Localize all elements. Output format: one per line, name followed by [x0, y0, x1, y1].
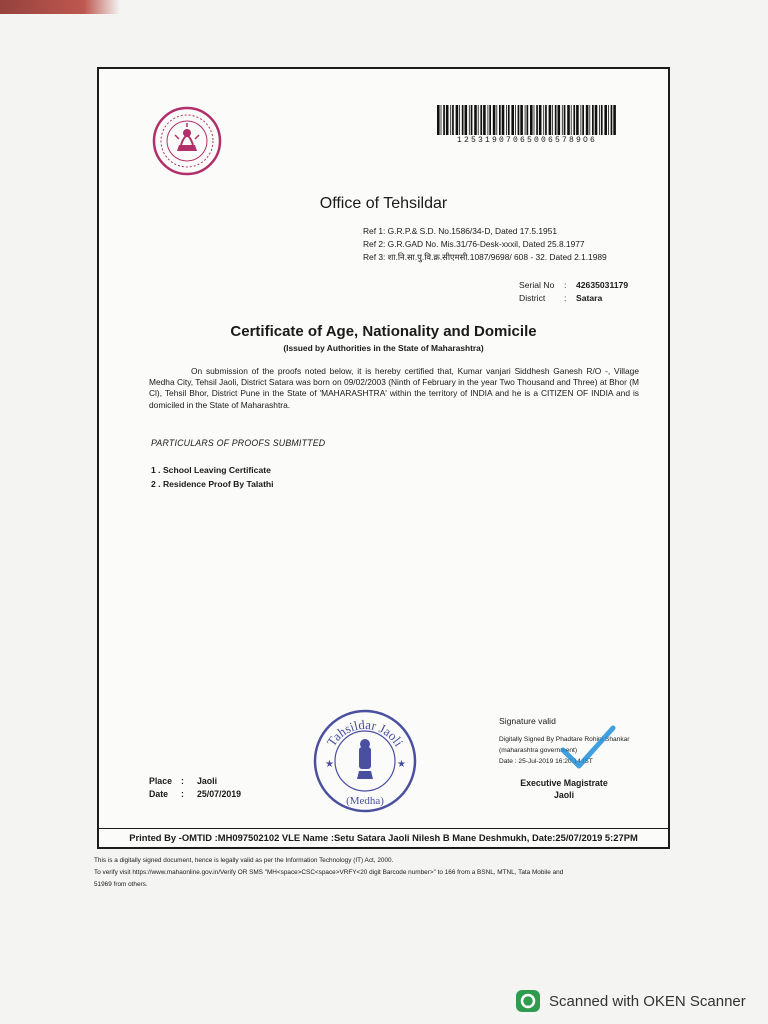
certificate-title: Certificate of Age, Nationality and Domicile: [230, 323, 537, 340]
barcode-bar: [601, 105, 603, 135]
barcode-bar: [530, 105, 533, 135]
barcode-bar: [443, 105, 445, 135]
barcode-bar: [450, 105, 451, 135]
barcode-bar: [576, 105, 579, 135]
signature-date: Date : 25-Jul-2019 16:20:14 IST: [499, 758, 593, 765]
barcode-bar: [582, 105, 584, 135]
barcode-bar: [586, 105, 589, 135]
scanner-watermark: [515, 989, 746, 1013]
place-label: Place: [149, 776, 172, 786]
barcode-bar: [515, 105, 516, 135]
barcode-bar: [595, 105, 598, 135]
barcode-bar: [525, 105, 526, 135]
signature-valid-label: Signature valid: [499, 716, 556, 726]
printed-by-bar: Printed By -OMTID :MH097502102 VLE Name :Setu Satara Jaoli Nilesh B Mane Deshmukh, Date:25/07/2019 5:27PM: [99, 828, 668, 847]
barcode-bar: [555, 105, 557, 135]
scanner-watermark-text: Scanned with OKEN Scanner: [549, 992, 746, 1010]
svg-text:★: ★: [325, 759, 334, 770]
proof-item: 1 . School Leaving Certificate: [151, 465, 271, 475]
digital-signature-block: [499, 716, 669, 801]
barcode-bar: [536, 105, 538, 135]
barcode-bar: [567, 105, 570, 135]
maharashtra-emblem-icon: [151, 105, 223, 177]
barcode-bar: [608, 105, 609, 135]
ref-line: Ref 3: शा.नि.सा.पु.वि.क्र.सीएमसी.1087/9698/ 608 - 32. Dated 2.1.1989: [363, 252, 607, 262]
district-row: District : Satara: [519, 293, 603, 303]
barcode-bar: [502, 105, 505, 135]
signer-role: [499, 777, 629, 801]
signer-title: Executive Magistrate: [520, 778, 608, 788]
barcode-bar: [441, 105, 442, 135]
certificate-document: [97, 67, 670, 849]
barcode-bar: [571, 105, 572, 135]
footnotes: [94, 855, 694, 891]
signature-org: (maharashtra government): [499, 747, 578, 754]
footnote-line: This is a digitally signed document, hence is legally valid as per the Information Technology (IT) Act, 2000.: [94, 857, 394, 864]
signer-place: Jaoli: [553, 790, 575, 800]
stamp-bottom-text: (Medha): [346, 795, 384, 807]
barcode-bar: [573, 105, 575, 135]
oken-scanner-logo-icon: [515, 989, 541, 1013]
barcode-bar: [604, 105, 607, 135]
proofs-list: [151, 463, 274, 491]
barcode-bar: [480, 105, 482, 135]
barcode-bar: [549, 105, 552, 135]
barcode-bar: [488, 105, 489, 135]
place-date-block: [149, 775, 241, 801]
barcode-number: 125319070650065789O6: [456, 136, 597, 145]
barcode-bar: [478, 105, 479, 135]
barcode-bar: [520, 105, 523, 135]
barcode-bar: [534, 105, 535, 135]
tahsildar-seal-stamp: [311, 707, 419, 815]
barcode-bar: [589, 105, 590, 135]
date-label: Date: [149, 789, 169, 799]
barcode-bar: [465, 105, 468, 135]
serial-label: Serial No: [519, 280, 555, 290]
barcode-bar: [527, 105, 529, 135]
barcode-bar: [599, 105, 600, 135]
office-title: Office of Tehsildar: [319, 195, 448, 212]
proof-item: 2 . Residence Proof By Talathi: [151, 479, 274, 489]
footnote-line: To verify visit https://www.mahaonline.gov.in/Verify OR SMS "MH<space>CSC<space>VRFY<20 digit Barcode number>" to 166 from a BSNL, MTNL, Tata Mobile and: [94, 869, 564, 876]
date-value: 25/07/2019: [197, 789, 242, 799]
barcode-bar: [437, 105, 440, 135]
barcode-bar: [493, 105, 496, 135]
certificate-body: [149, 366, 639, 411]
barcode-bar: [469, 105, 470, 135]
barcode-bar: [518, 105, 520, 135]
barcode-bar: [611, 105, 613, 135]
svg-text:★: ★: [397, 759, 406, 770]
footnote-line: 51969 from others.: [94, 881, 148, 888]
barcode-bar: [564, 105, 566, 135]
barcode-bar: [592, 105, 594, 135]
references: [363, 225, 607, 264]
barcode-bar: [562, 105, 563, 135]
particulars-heading: PARTICULARS OF PROOFS SUBMITTED: [151, 438, 326, 448]
barcode-bar: [506, 105, 507, 135]
barcode-bar: [558, 105, 561, 135]
barcode-bar: [508, 105, 510, 135]
serial-district-block: [519, 279, 628, 305]
barcode: [437, 105, 617, 145]
barcode-bar: [459, 105, 460, 135]
stamp-top-text: Tahsildar Jaoli: [323, 716, 407, 749]
place-value: Jaoli: [197, 776, 218, 786]
place-row: Place : Jaoli: [149, 776, 218, 786]
date-row: Date : 25/07/2019: [149, 789, 242, 799]
serial-row: Serial No : 42635031179: [519, 280, 629, 290]
district-label: District: [519, 293, 546, 303]
barcode-bar: [483, 105, 486, 135]
barcode-bars: [437, 105, 617, 135]
barcode-bar: [545, 105, 547, 135]
barcode-bar: [552, 105, 553, 135]
barcode-bar: [581, 105, 582, 135]
barcode-bar: [489, 105, 491, 135]
scan-edge-smudge: [0, 0, 120, 14]
certificate-subtitle: (Issued by Authorities in the State of Maharashtra): [283, 343, 484, 353]
barcode-bar: [543, 105, 544, 135]
barcode-bar: [539, 105, 542, 135]
ref-line: Ref 2: G.R.GAD No. Mis.31/76-Desk-xxxil, Dated 25.8.1977: [363, 239, 585, 249]
barcode-bar: [613, 105, 616, 135]
barcode-bar: [446, 105, 449, 135]
certificate-body-text: On submission of the proofs noted below, it is hereby certified that, Kumar vanjari Siddhesh Ganesh R/O -, Village Medha City, Tehsil Jaoli, District Satara was born on 09/02/2003 (Ninth of February in the year Two Thousand and Three) at Bhor (M Cl), Tehsil Bhor, District Pune in the State of 'MAHARASHTRA' within the territory of INDIA and he is a CITIZEN OF INDIA and is domiciled in the State of Maharashtra.: [149, 366, 639, 410]
barcode-bar: [452, 105, 454, 135]
signature-check-icon: [557, 724, 617, 772]
signature-signer: Digitally Signed By Phadtare Rohini Shankar: [499, 736, 630, 743]
barcode-bar: [474, 105, 477, 135]
barcode-bar: [496, 105, 497, 135]
barcode-bar: [456, 105, 459, 135]
ref-line: Ref 1: G.R.P.& S.D. No.1586/34-D, Dated 17.5.1951: [363, 226, 557, 236]
barcode-bar: [511, 105, 514, 135]
district-value: Satara: [576, 293, 603, 303]
serial-value: 42635031179: [576, 280, 629, 290]
barcode-bar: [499, 105, 501, 135]
barcode-bar: [471, 105, 473, 135]
barcode-bar: [462, 105, 464, 135]
